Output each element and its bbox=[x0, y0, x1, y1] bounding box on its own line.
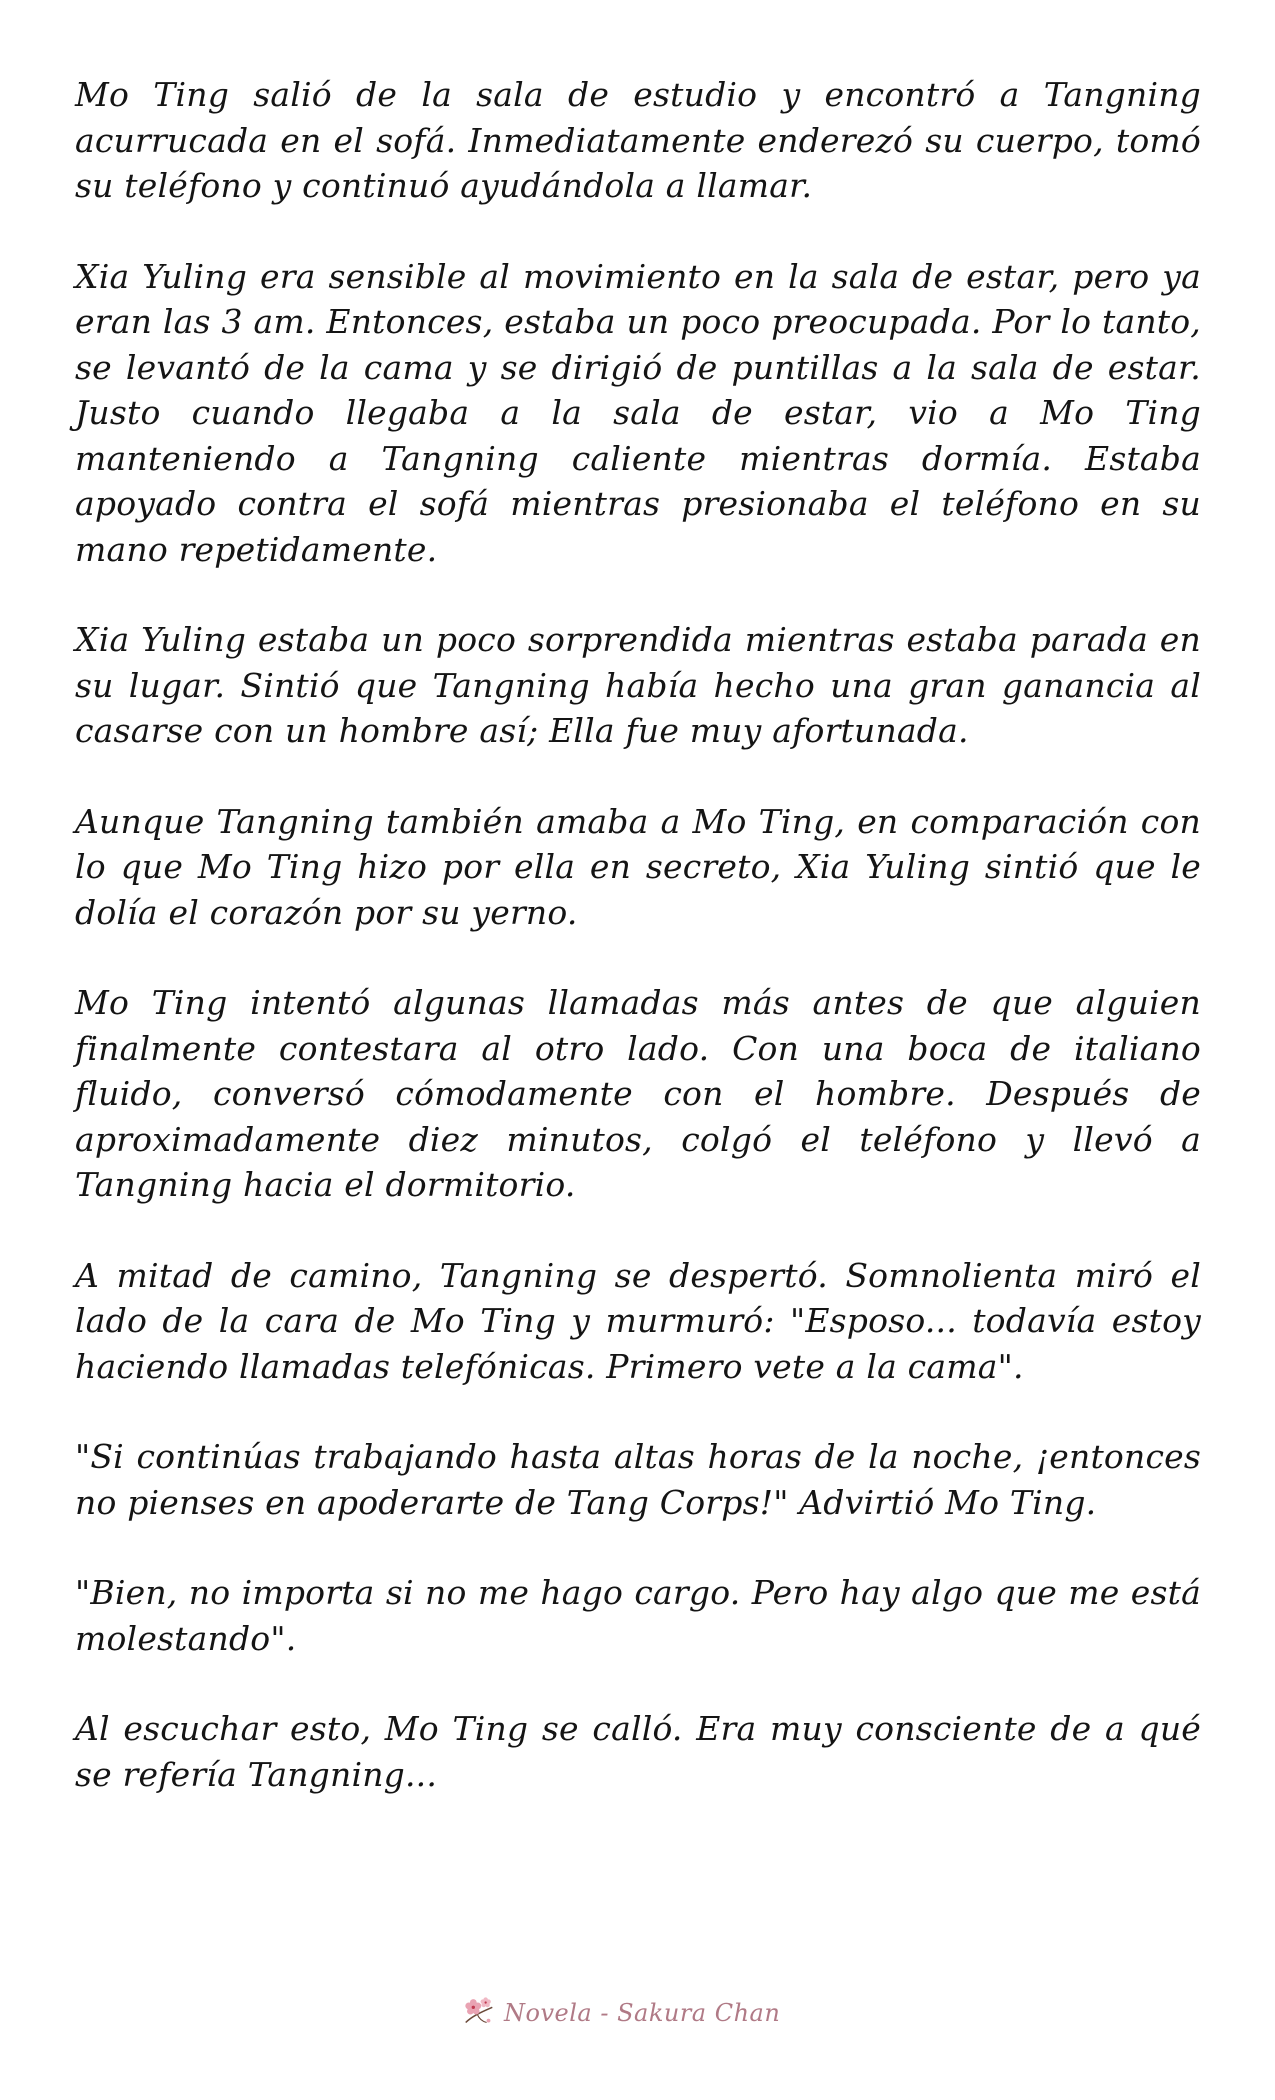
paragraph-4: Aunque Tangning también amaba a Mo Ting, en comparación con lo que Mo Ting hizo por ella en secreto, Xia Yuling sintió que le dolía el corazón por su yerno. bbox=[75, 801, 1201, 932]
paragraph-9: Al escuchar esto, Mo Ting se calló. Era muy consciente de a qué se refería Tangning... bbox=[75, 1709, 1201, 1794]
paragraph-7: "Si continúas trabajando hasta altas horas de la noche, ¡entonces no pienses en apoderarte de Tang Corps!" Advirtió Mo Ting. bbox=[75, 1437, 1201, 1522]
cherry-blossom-icon bbox=[460, 1994, 498, 2032]
watermark bbox=[460, 1993, 780, 2033]
paragraph-5: Mo Ting intentó algunas llamadas más antes de que alguien finalmente contestara al otro lado. Con una boca de italiano fluido, conversó cómodamente con el hombre. Después de aproximadamente diez minutos, colgó el teléfono y llevó a Tangning hacia el dormitorio. bbox=[75, 983, 1201, 1204]
watermark-text: Novela - Sakura Chan bbox=[504, 1999, 781, 2027]
paragraph-2: Xia Yuling era sensible al movimiento en la sala de estar, pero ya eran las 3 am. Entonces, estaba un poco preocupada. Por lo tanto, se levantó de la cama y se dirigió de puntillas a la sala de estar. Justo cuando llegaba a la sala de estar, vio a Mo Ting manteniendo a Tangning caliente mientras dormía. Estaba apoyado contra el sofá mientras presionaba el teléfono en su mano repetidamente. bbox=[75, 256, 1201, 569]
paragraph-6: A mitad de camino, Tangning se despertó. Somnolienta miró el lado de la cara de Mo Ting y murmuró: "Esposo... todavía estoy haciendo llamadas telefónicas. Primero vete a la cama". bbox=[75, 1255, 1201, 1386]
paragraph-1: Mo Ting salió de la sala de estudio y encontró a Tangning acurrucada en el sofá. Inmediatamente enderezó su cuerpo, tomó su teléfono y continuó ayudándola a llamar. bbox=[75, 75, 1201, 205]
story-text bbox=[75, 72, 1201, 1842]
paragraph-8: "Bien, no importa si no me hago cargo. Pero hay algo que me está molestando". bbox=[75, 1573, 1201, 1658]
paragraph-3: Xia Yuling estaba un poco sorprendida mientras estaba parada en su lugar. Sintió que Tangning había hecho una gran ganancia al casarse con un hombre así; Ella fue muy afortunada. bbox=[75, 620, 1201, 750]
